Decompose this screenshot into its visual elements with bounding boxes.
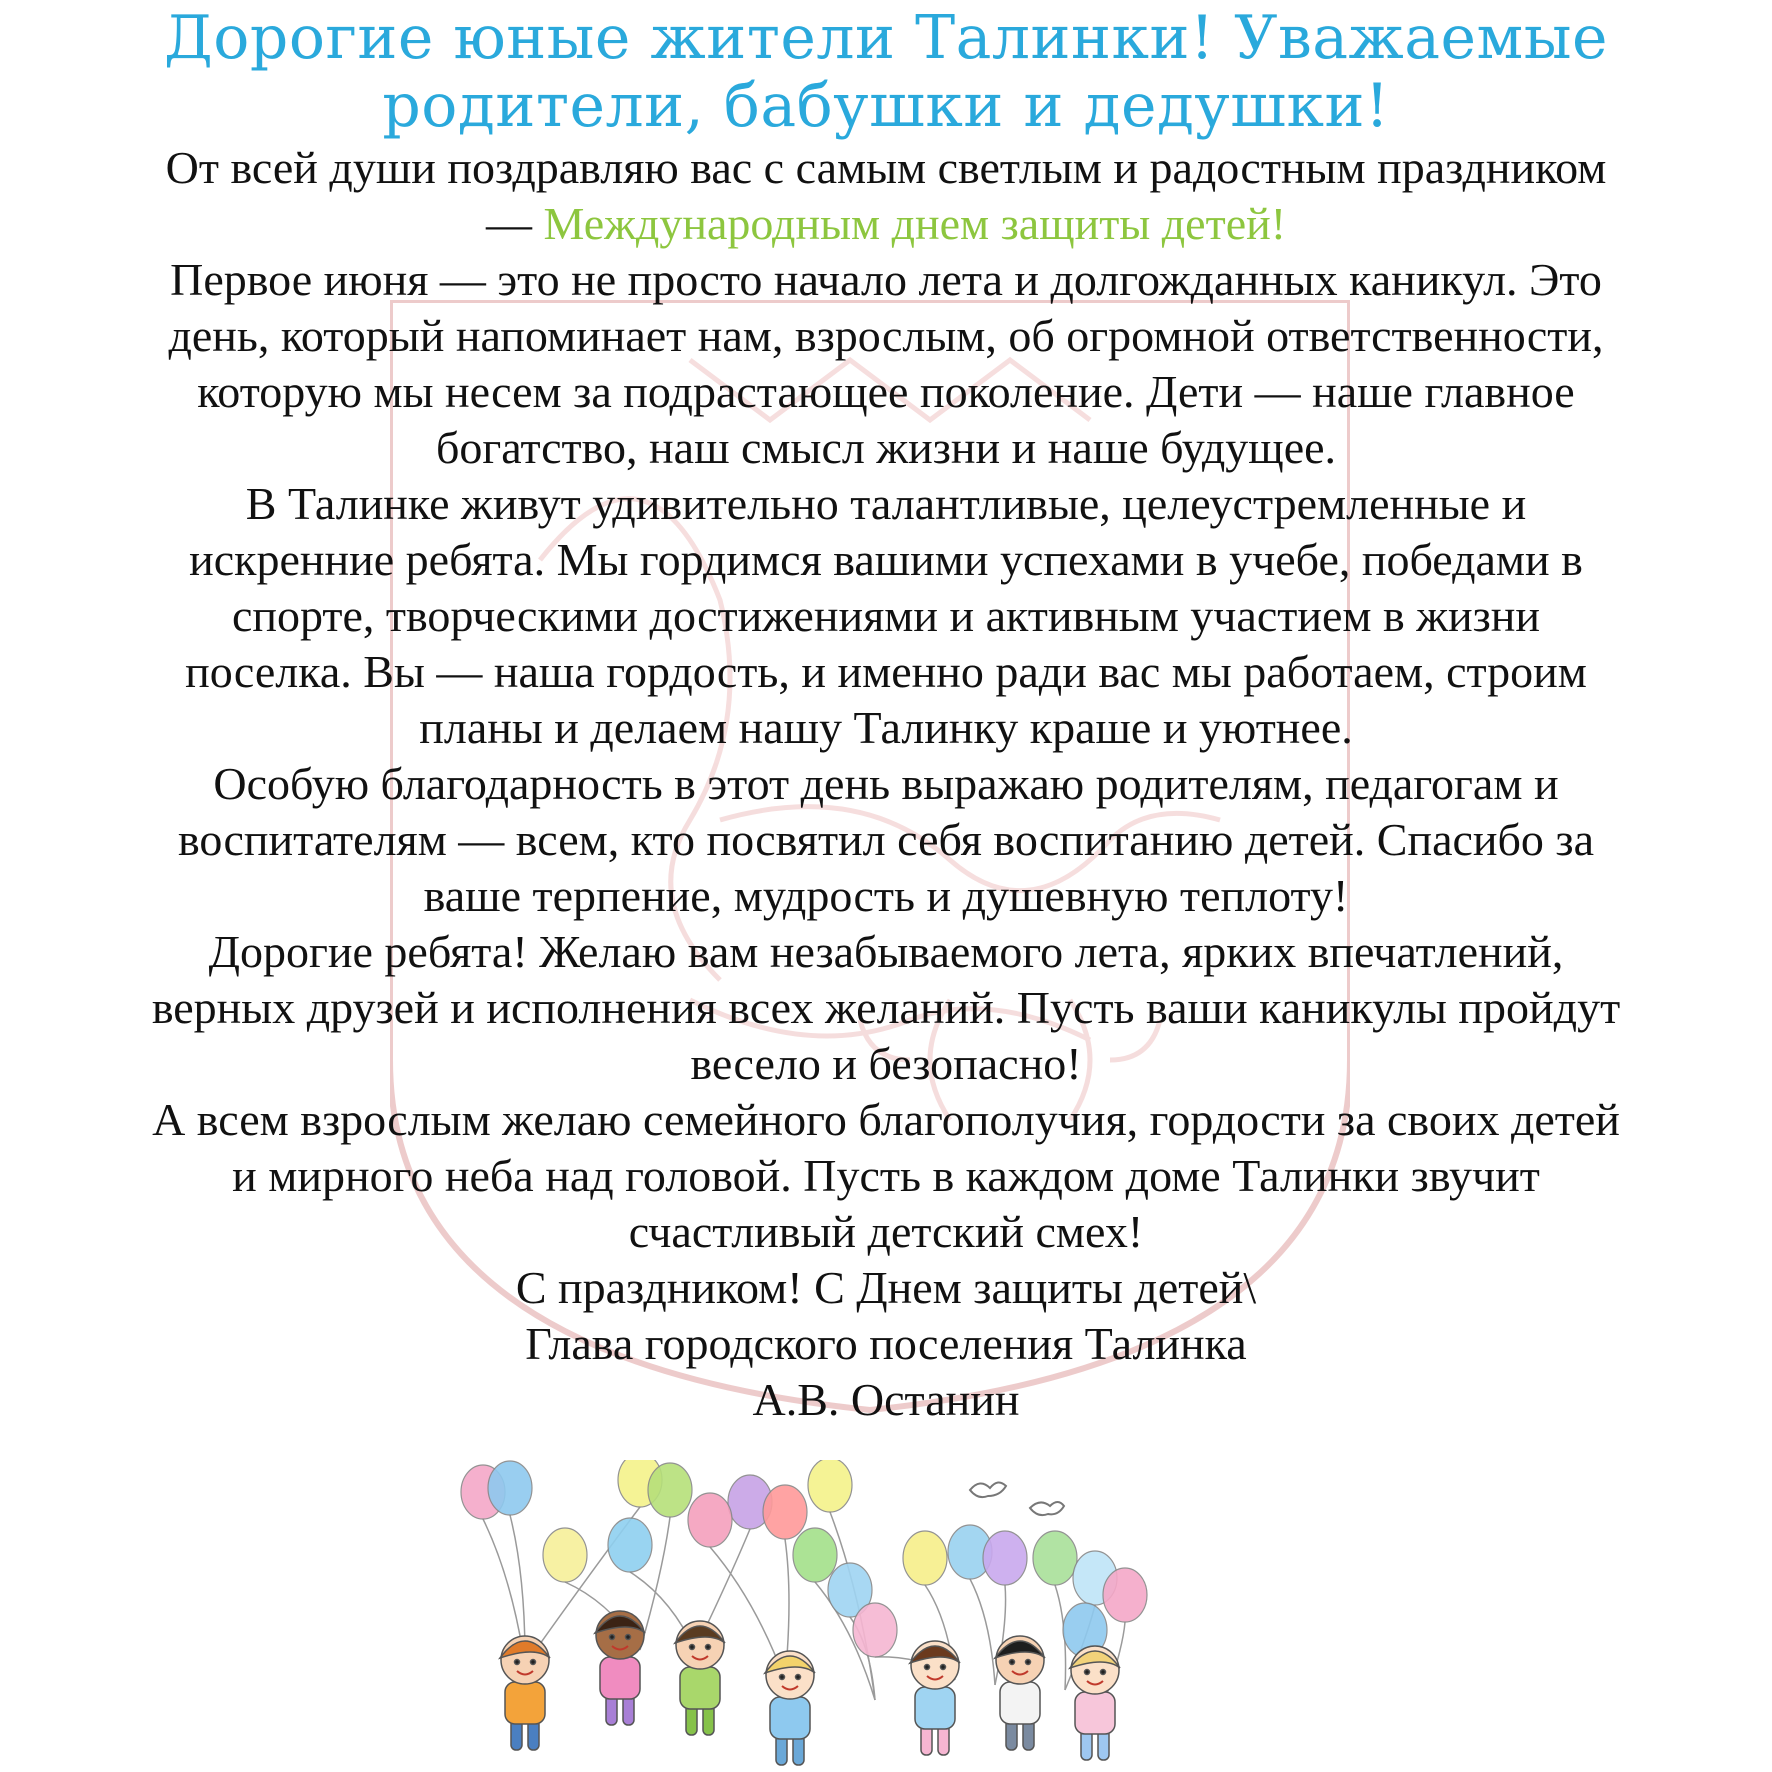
balloon-icon (808, 1460, 852, 1512)
text-line: В Талинке живут удивительно талантливые, целеустремленные и (245, 478, 1527, 529)
signer-name: А.В. Останин (752, 1374, 1020, 1425)
text-line: богатство, наш смысл жизни и наше будущее. (435, 422, 1337, 473)
child-figure (595, 1611, 645, 1725)
text-line: Особую благодарность в этот день выражаю родителям, педагогам и (213, 758, 1559, 809)
text-line: планы и делаем нашу Талинку краше и уютнее. (419, 702, 1353, 753)
text-line (40, 196, 1732, 252)
balloon-string (970, 1579, 995, 1685)
balloon-icon (688, 1493, 732, 1547)
letter-title (40, 0, 1732, 140)
em-dash: — (485, 198, 544, 249)
text-line: искренние ребята. Мы гордимся вашими успехами в учебе, победами в (189, 534, 1583, 585)
child-figure (910, 1641, 960, 1755)
text-line: день, который напоминает нам, взрослым, об огромной ответственности, (168, 310, 1604, 361)
text-line: Дорогие ребята! Желаю вам незабываемого лета, ярких впечатлений, (208, 926, 1564, 977)
balloon-icon (983, 1531, 1027, 1585)
title-line: Дорогие юные жители Талинки! Уважаемые (164, 3, 1608, 73)
balloon-icon (1033, 1531, 1077, 1585)
children-with-balloons-illustration (455, 1460, 1315, 1770)
text-line: и мирного неба над головой. Пусть в каждом доме Талинки звучит (232, 1150, 1540, 1201)
text-line: Первое июня — это не просто начало лета и долгожданных каникул. Это (170, 254, 1602, 305)
holiday-name: Международным днем защиты детей! (543, 198, 1287, 249)
text-line: От всей души поздравляю вас с самым светлым и радостным праздником (165, 142, 1607, 193)
text-line: ваше терпение, мудрость и душевную теплоту! (423, 870, 1349, 921)
child-figure (500, 1636, 550, 1750)
balloon-icon (543, 1528, 587, 1582)
greeting-letter (40, 0, 1732, 1428)
balloon-icon (763, 1485, 807, 1539)
greeting-paragraph (40, 140, 1732, 252)
text-line: весело и безопасно! (690, 1038, 1082, 1089)
balloons (461, 1460, 1147, 1657)
signer-position: Глава городского поселения Талинка (525, 1318, 1247, 1369)
text-line: спорте, творческими достижениями и активным участием в жизни (231, 590, 1541, 641)
signature-block (40, 1260, 1732, 1428)
balloon-icon (903, 1531, 947, 1585)
text-line: верных друзей и исполнения всех желаний. Пусть ваши каникулы пройдут (151, 982, 1621, 1033)
text-line: поселка. Вы — наша гордость, и именно ради вас мы работаем, строим (185, 646, 1587, 697)
paragraph-june-first (40, 252, 1732, 476)
title-line: родители, бабушки и дедушки! (382, 71, 1390, 141)
balloon-icon (853, 1603, 897, 1657)
text-line: воспитателям — всем, кто посвятил себя воспитанию детей. Спасибо за (177, 814, 1595, 865)
balloon-icon (608, 1518, 652, 1572)
children (500, 1611, 1120, 1765)
balloon-icon (793, 1528, 837, 1582)
child-figure (765, 1651, 815, 1765)
paragraph-talinka-kids (40, 476, 1732, 756)
balloon-icon (488, 1461, 532, 1515)
doves-icon (970, 1482, 1064, 1515)
letter-body (40, 140, 1732, 1428)
balloon-icon (1103, 1568, 1147, 1622)
text-line: счастливый детский смех! (628, 1206, 1144, 1257)
text-line: которую мы несем за подрастающее поколение. Дети — наше главное (197, 366, 1575, 417)
balloon-icon (648, 1463, 692, 1517)
child-figure (995, 1636, 1045, 1750)
paragraph-wishes-kids (40, 924, 1732, 1092)
closing-wish: С праздником! С Днем защиты детей\ (515, 1262, 1257, 1313)
text-line: А всем взрослым желаю семейного благополучия, гордости за своих детей (152, 1094, 1620, 1145)
child-figure (1070, 1646, 1120, 1760)
paragraph-gratitude (40, 756, 1732, 924)
child-figure (675, 1621, 725, 1735)
paragraph-wishes-adults (40, 1092, 1732, 1260)
